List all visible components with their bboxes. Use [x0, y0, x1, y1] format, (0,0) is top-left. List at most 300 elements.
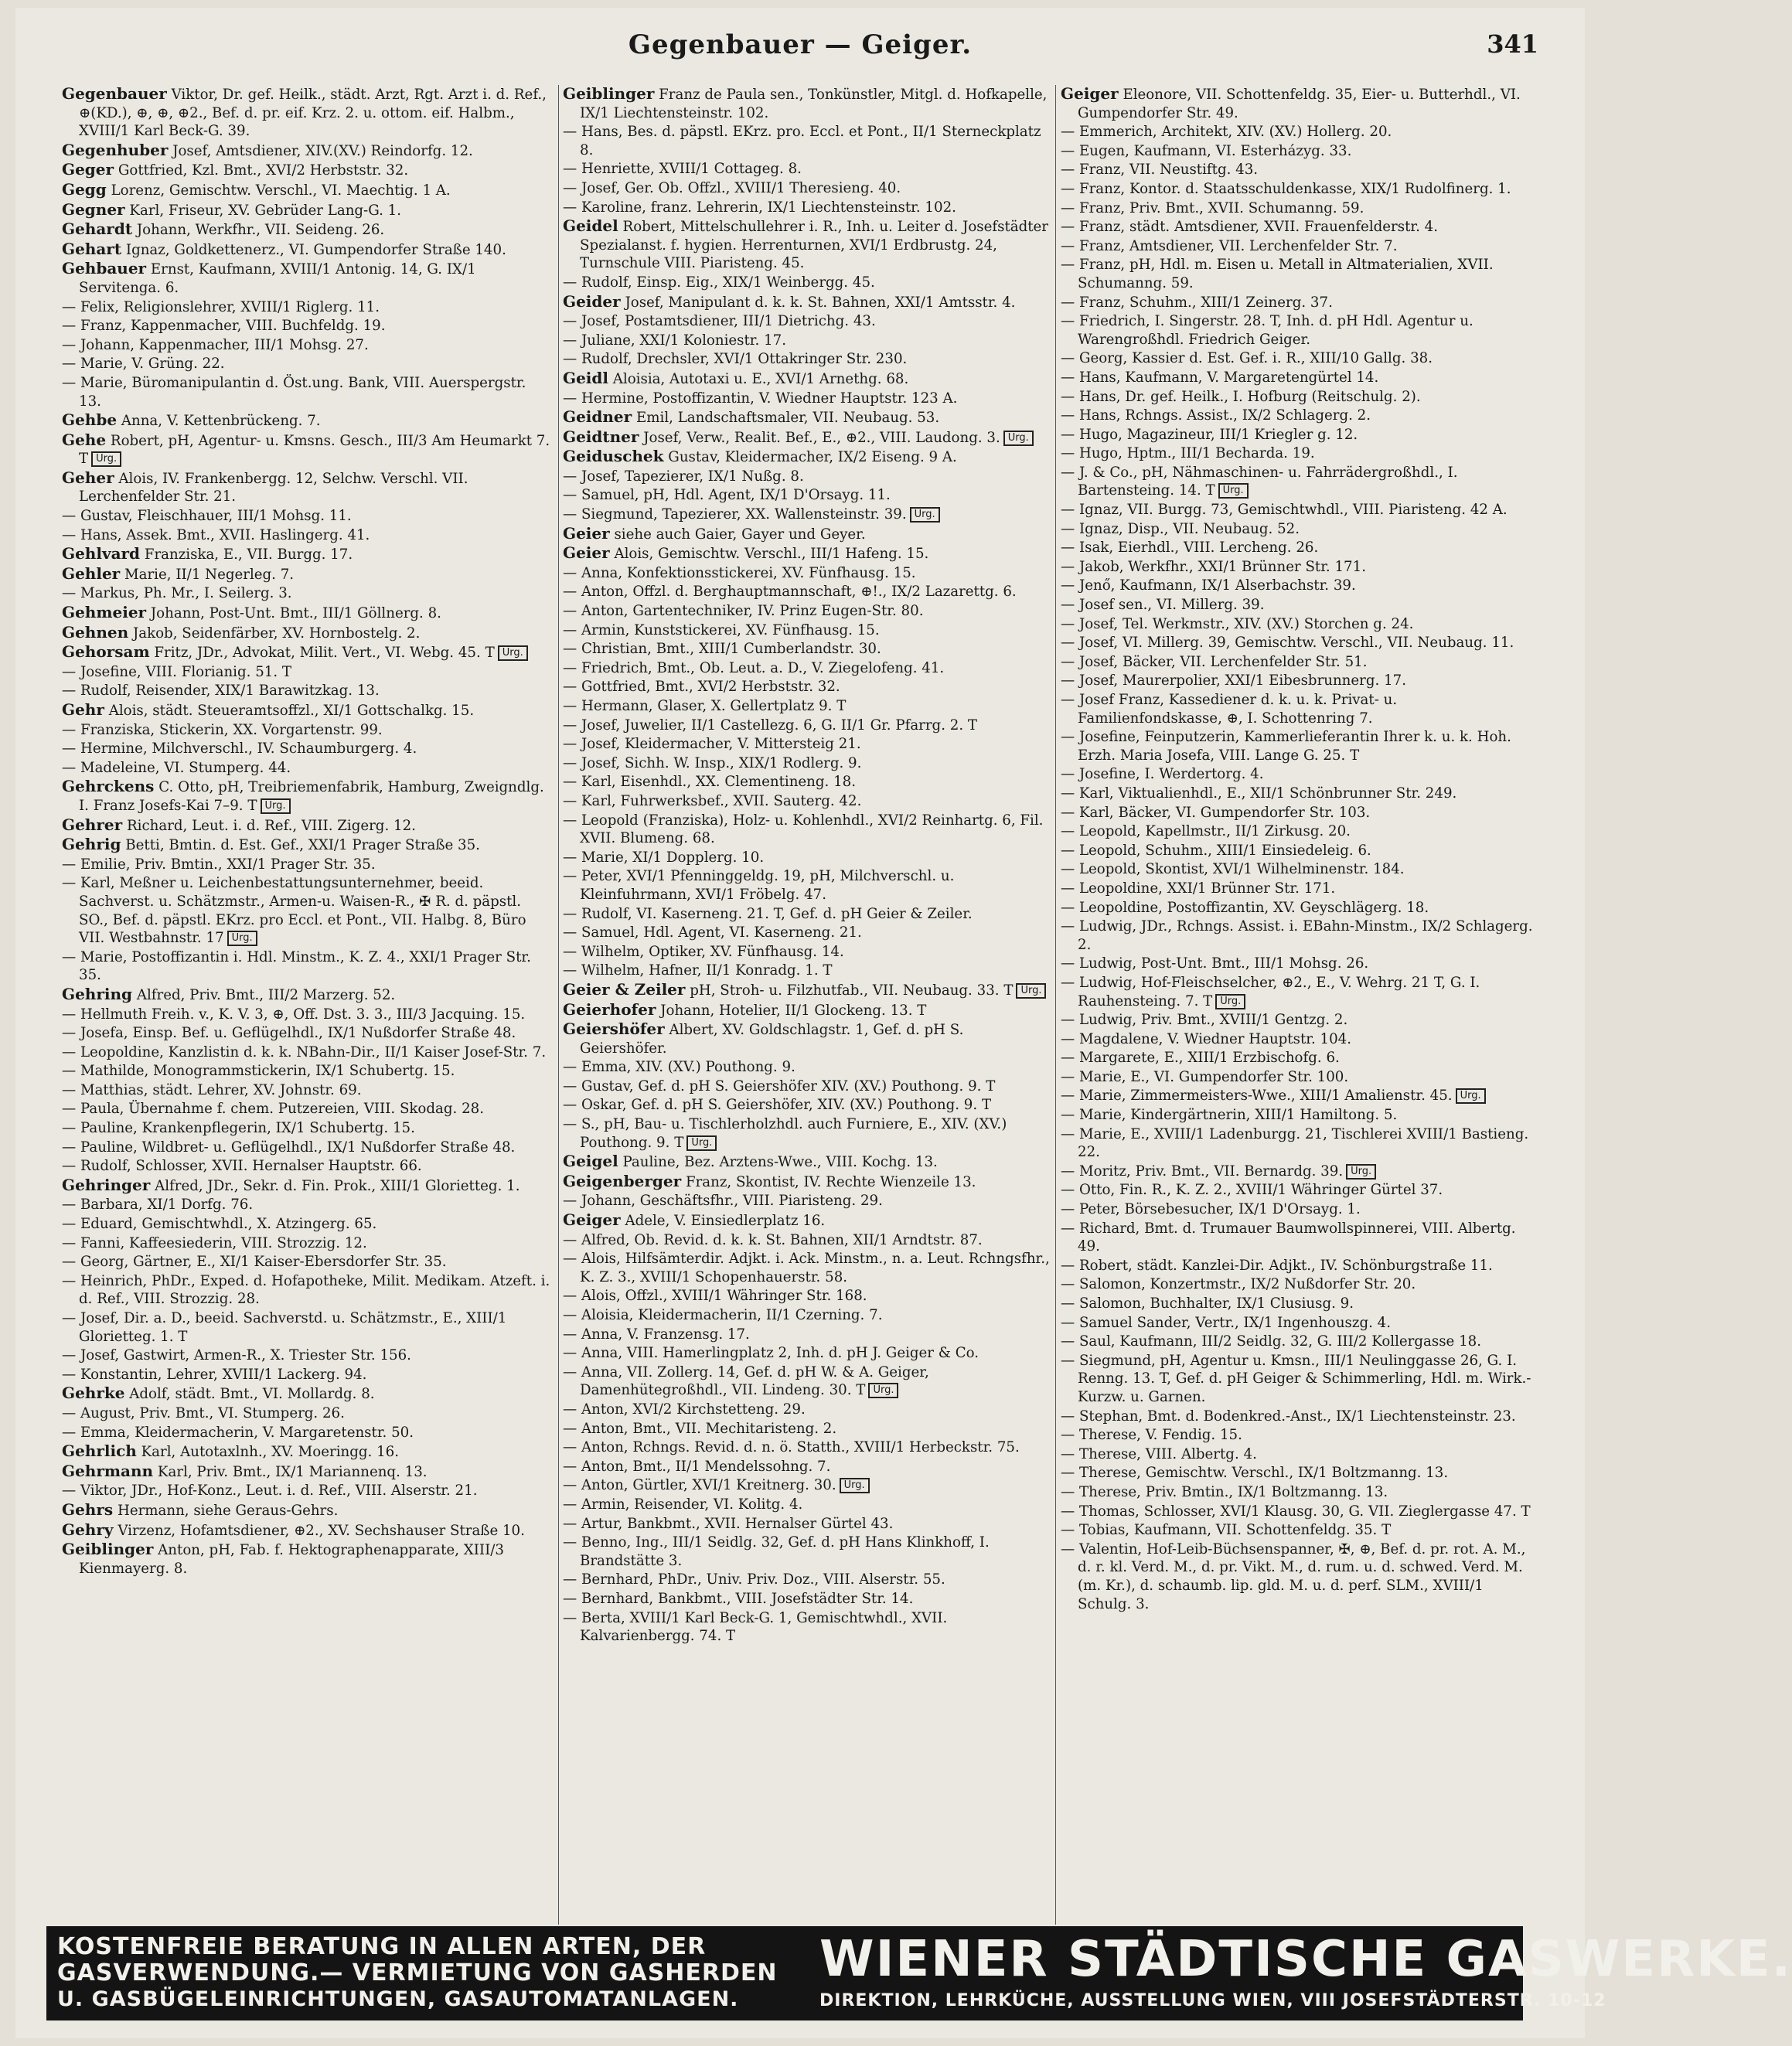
entry-details: — Thomas, Schlosser, XVI/1 Klausg. 30, G. VII. Zieglergasse 47. T: [1061, 1503, 1531, 1520]
directory-entry: [1061, 1483, 1540, 1502]
entry-details: Fritz, JDr., Advokat, Milit. Vert., VI. Webg. 45. T: [154, 645, 495, 662]
directory-entry: [62, 298, 553, 317]
directory-entry: [563, 981, 1050, 1000]
directory-entry: [563, 1401, 1050, 1419]
urgent-badge: Urg.: [868, 1383, 898, 1398]
entry-details: — Marie, XI/1 Dopplerg. 10.: [563, 849, 765, 866]
entry-details: — Leopold, Kapellmstr., II/1 Zirkusg. 20.: [1061, 823, 1351, 840]
entry-details: — Leopold (Franziska), Holz- u. Kohlenhdl., XVI/2 Reinhartg. 6, Fil. XVII. Blumeng. 68.: [563, 812, 1044, 847]
directory-entry: [62, 161, 553, 180]
directory-entry: [563, 962, 1050, 980]
entry-details: — Josef, Postamtsdiener, III/1 Dietrichg. 43.: [563, 313, 876, 330]
entry-details: — Johann, Kappenmacher, III/1 Mohsg. 27.: [62, 336, 369, 353]
directory-entry: [62, 663, 553, 682]
entry-details: — Jenő, Kaufmann, IX/1 Alserbachstr. 39.: [1061, 577, 1356, 594]
entry-details: — Franz, pH, Hdl. m. Eisen u. Metall in Altmaterialien, XVII. Schumanng. 59.: [1061, 257, 1494, 291]
directory-entry: [563, 332, 1050, 350]
entry-details: — Hans, Bes. d. päpstl. EKrz. pro. Eccl. et Pont., II/1 Sterneckplatz 8.: [563, 124, 1041, 158]
entry-details: — Anna, VII. Zollerg. 14, Gef. d. pH W. & A. Geiger, Damenhütegroßhdl., VII. Lindeng. 30. T: [563, 1363, 929, 1399]
directory-entry: [563, 1192, 1050, 1210]
directory-entry: [563, 678, 1050, 696]
directory-entry: [62, 469, 553, 506]
entry-details: — Robert, städt. Kanzlei-Dir. Adjkt., IV. Schönburgstraße 11.: [1061, 1257, 1493, 1274]
entry-details: — Therese, Priv. Bmtin., IX/1 Boltzmanng. 13.: [1061, 1483, 1388, 1500]
entry-details: — Anton, Gartentechniker, IV. Prinz Eugen-Str. 80.: [563, 603, 924, 620]
directory-entry: [62, 986, 553, 1005]
entry-details: — Therese, V. Fendig. 15.: [1061, 1427, 1242, 1444]
directory-entry: [1061, 1352, 1540, 1407]
entry-details: — Anton, Gürtler, XVI/1 Kreitnerg. 30.: [563, 1477, 836, 1494]
directory-entry: [1061, 577, 1540, 595]
directory-entry: [62, 374, 553, 410]
column-divider: [1055, 85, 1056, 1925]
entry-details: — Emilie, Priv. Bmtin., XXI/1 Prager Str. 35.: [62, 856, 376, 873]
entry-surname: Gehrer: [62, 815, 123, 834]
entry-details: — Fanni, Kaffeesiederin, VIII. Strozzig. 12.: [62, 1234, 367, 1251]
directory-entry: [1061, 1295, 1540, 1313]
directory-entry: [1061, 842, 1540, 860]
entry-details: — Hugo, Hptm., III/1 Becharda. 19.: [1061, 445, 1315, 462]
directory-entry: [563, 583, 1050, 601]
urgent-badge: Urg.: [1346, 1164, 1376, 1180]
entry-details: — Alois, Hilfsämterdir. Adjkt. i. Ack. Minstm., n. a. Leut. Rchngsfhr., K. Z. 3., XVIII/1 Schopenhauerstr. 58.: [563, 1251, 1050, 1285]
directory-entry: [62, 836, 553, 855]
directory-entry: [563, 1590, 1050, 1609]
directory-entry: [62, 545, 553, 564]
entry-details: — Franz, VII. Neustiftg. 43.: [1061, 162, 1259, 179]
entry-details: Robert, Mittelschullehrer i. R., Inh. u. Leiter d. Josefstädter Spezialanst. f. hygien. Herrenturnen, XVI/1 Erdbrustg. 24, Turnschule VIII. Piaristeng. 45.: [580, 219, 1048, 272]
directory-entry: [1061, 728, 1540, 764]
entry-details: — Karl, Eisenhdl., XX. Clementineng. 18.: [563, 774, 857, 791]
directory-entry: [1061, 917, 1540, 954]
entry-surname: Geider: [563, 291, 621, 311]
directory-entry: [1061, 520, 1540, 539]
directory-entry: [563, 659, 1050, 678]
directory-entry: [62, 1501, 553, 1520]
entry-surname: Geiduschek: [563, 447, 664, 466]
entry-details: — Benno, Ing., III/1 Seidlg. 32, Gef. d. pH Hans Klinkhoff, I. Brandstätte 3.: [563, 1534, 990, 1569]
directory-entry: [62, 1139, 553, 1157]
entry-details: Aloisia, Autotaxi u. E., XVI/1 Arnethg. 68.: [612, 370, 909, 387]
entry-surname: Gehry: [62, 1520, 114, 1539]
urgent-badge: Urg.: [227, 931, 257, 946]
directory-entry: [1061, 1540, 1540, 1613]
entry-details: — Josef, Tel. Werkmstr., XIV. (XV.) Storchen g. 24.: [1061, 615, 1414, 632]
entry-details: — Friedrich, I. Singerstr. 28. T, Inh. d. pH Hdl. Agentur u. Warengroßhdl. Friedrich Geiger.: [1061, 313, 1473, 348]
directory-entry: [1061, 218, 1540, 237]
entry-details: — Peter, Börsebesucher, IX/1 D'Orsayg. 1.: [1061, 1201, 1361, 1218]
directory-entry: [563, 390, 1050, 408]
directory-entry: [563, 369, 1050, 389]
ad-line-2: GASVERWENDUNG.— VERMIETUNG VON GASHERDEN: [57, 1959, 778, 1986]
entry-details: — Friedrich, Bmt., Ob. Leut. a. D., V. Ziegelofeng. 41.: [563, 659, 945, 676]
directory-entry: [1061, 1275, 1540, 1294]
directory-entry: [1061, 596, 1540, 614]
entry-details: Marie, II/1 Negerleg. 7.: [124, 566, 295, 583]
directory-page: [15, 8, 1792, 2038]
directory-entry: [62, 1215, 553, 1234]
entry-details: — Pauline, Krankenpflegerin, IX/1 Schubertg. 15.: [62, 1120, 415, 1137]
entry-details: — Rudolf, Schlosser, XVII. Hernalser Hauptstr. 66.: [62, 1158, 422, 1175]
entry-details: Alois, städt. Steueramtsoffzl., XI/1 Gottschalkg. 15.: [108, 703, 475, 719]
entry-details: Viktor, Dr. gef. Heilk., städt. Arzt, Rgt. Arzt i. d. Ref., ⊕(KD.), ⊕, ⊕, ⊕2., Bef. d. pr. eif. Krz. 2. u. ottom. eif. Halbm., XVIII/1 Karl Beck-G. 39.: [79, 87, 547, 140]
entry-details: — Anna, VIII. Hamerlingplatz 2, Inh. d. pH J. Geiger & Co.: [563, 1345, 979, 1362]
entry-surname: Gehlvard: [62, 544, 141, 563]
directory-entry: [1061, 880, 1540, 898]
directory-entry: [1061, 1314, 1540, 1333]
directory-entry: [62, 721, 553, 740]
entry-details: Jakob, Seidenfärber, XV. Hornbostelg. 2.: [132, 625, 421, 642]
directory-entry: [563, 1077, 1050, 1096]
entry-details: — Josef, Bäcker, VII. Lerchenfelder Str. 51.: [1061, 653, 1368, 670]
directory-entry: [62, 507, 553, 526]
entry-details: Josef, Amtsdiener, XIV.(XV.) Reindorfg. 12.: [172, 142, 473, 159]
directory-entry: [1061, 1163, 1540, 1181]
entry-details: — Josef, Sichh. W. Insp., XIX/1 Rodlerg. 9.: [563, 754, 862, 771]
directory-entry: [563, 1115, 1050, 1152]
gasworks-advertisement: [46, 1926, 1792, 2020]
entry-details: — Viktor, JDr., Hof-Konz., Leut. i. d. Ref., VIII. Alserstr. 21.: [62, 1483, 478, 1500]
directory-entry: [563, 1363, 1050, 1400]
directory-entry: [563, 943, 1050, 962]
urgent-badge: Urg.: [910, 507, 940, 523]
directory-entry: [62, 85, 553, 141]
directory-entry: [1061, 1030, 1540, 1049]
directory-entry: [1061, 1408, 1540, 1426]
entry-details: — Samuel, Hdl. Agent, VI. Kaserneng. 21.: [563, 924, 862, 941]
entry-surname: Gehrke: [62, 1384, 125, 1403]
entry-details: — Christian, Bmt., XIII/1 Cumberlandstr. 30.: [563, 641, 881, 658]
entry-details: — Magdalene, V. Wiedner Hauptstr. 104.: [1061, 1030, 1352, 1047]
directory-entry: [1061, 1426, 1540, 1445]
directory-entry: [563, 1001, 1050, 1020]
entry-surname: Gehart: [62, 239, 122, 258]
directory-entry: [1061, 388, 1540, 407]
entry-details: — Isak, Eierhdl., VIII. Lercheng. 26.: [1061, 540, 1319, 557]
directory-entry: [62, 1006, 553, 1024]
entry-surname: Gehnen: [62, 622, 129, 642]
entry-details: Josef, Verw., Realit. Bef., E., ⊕2., VIII. Laudong. 3.: [643, 429, 1000, 446]
directory-entry: [563, 160, 1050, 179]
entry-details: — Berta, XVIII/1 Karl Beck-G. 1, Gemischtwhdl., XVII. Kalvarienbergg. 74. T: [563, 1609, 948, 1645]
directory-entry: [1061, 1333, 1540, 1351]
directory-entry: [1061, 199, 1540, 218]
directory-entry: [563, 448, 1050, 467]
directory-entry: [1061, 1257, 1540, 1275]
entry-details: — Felix, Religionslehrer, XVIII/1 Riglerg. 11.: [62, 298, 380, 315]
urgent-badge: Urg.: [686, 1135, 717, 1151]
entry-surname: Geidner: [563, 407, 632, 427]
entry-details: — Marie, E., VI. Gumpendorfer Str. 100.: [1061, 1068, 1349, 1085]
directory-entry: [62, 624, 553, 643]
directory-entry: [62, 565, 553, 584]
directory-entry: [62, 411, 553, 431]
directory-entry: [563, 602, 1050, 621]
directory-entry: [1061, 1181, 1540, 1200]
entry-details: — Anton, Bmt., VII. Mechitaristeng. 2.: [563, 1420, 837, 1437]
directory-entry: [62, 1424, 553, 1442]
directory-entry: [563, 1571, 1050, 1589]
directory-entry: [1061, 464, 1540, 500]
entry-details: pH, Stroh- u. Filzhutfab., VII. Neubaug. 33. T: [690, 982, 1014, 999]
entry-details: — Ludwig, Post-Unt. Bmt., III/1 Mohsg. 26.: [1061, 955, 1369, 972]
entry-details: — Franz, Amtsdiener, VII. Lerchenfelder Str. 7.: [1061, 237, 1398, 254]
entry-details: Alois, Gemischtw. Verschl., III/1 Hafeng. 15.: [614, 546, 929, 563]
page-number: 341: [1487, 29, 1538, 59]
entry-details: — Josef, Kleidermacher, V. Mittersteig 21.: [563, 736, 861, 753]
entry-details: — Jakob, Werkfhr., XXI/1 Brünner Str. 171.: [1061, 558, 1366, 575]
entry-details: Emil, Landschaftsmaler, VII. Neubaug. 53.: [636, 410, 940, 427]
entry-surname: Geigel: [563, 1152, 618, 1171]
entry-details: — Paula, Übernahme f. chem. Putzereien, VIII. Skodag. 28.: [62, 1101, 484, 1118]
directory-entry: [563, 773, 1050, 792]
directory-entry: [62, 431, 553, 468]
entry-details: Alfred, Priv. Bmt., III/2 Marzerg. 52.: [136, 986, 396, 1003]
directory-entry: [62, 1253, 553, 1272]
directory-entry: [62, 584, 553, 603]
entry-details: — Leopold, Skontist, XVI/1 Wilhelminenstr. 184.: [1061, 861, 1405, 878]
directory-entry: [1061, 1200, 1540, 1219]
entry-surname: Gehorsam: [62, 642, 150, 662]
entry-details: — S., pH, Bau- u. Tischlerholzhdl. auch Furniere, E., XIV. (XV.) Pouthong. 9. T: [563, 1116, 1007, 1151]
entry-details: — Leopoldine, XXI/1 Brünner Str. 171.: [1061, 880, 1336, 897]
directory-entry: [62, 240, 553, 260]
directory-entry: [62, 1196, 553, 1214]
entry-details: — Karl, Meßner u. Leichenbestattungsunternehmer, beeid. Sachverst. u. Schätzmstr., Armen-u. Waisen-R., ✠ R. d. päpstl. SO., Bef. d. päpstl. EKrz. pro Eccl. et Pont., VII. Halbg. 8, Büro VII. Westbahnstr. 17: [62, 875, 526, 947]
entry-details: — Therese, Gemischtw. Verschl., IX/1 Boltzmanng. 13.: [1061, 1465, 1449, 1482]
directory-entry: [1061, 161, 1540, 179]
urgent-badge: Urg.: [261, 798, 291, 814]
directory-entry: [1061, 444, 1540, 463]
entry-details: — Juliane, XXI/1 Koloniestr. 17.: [563, 332, 786, 349]
directory-entry: [62, 260, 553, 297]
entry-details: Karl, Autotaxlnh., XV. Moeringg. 16.: [141, 1444, 399, 1461]
entry-surname: Gehring: [62, 984, 133, 1003]
directory-entry: [1061, 180, 1540, 199]
column-3: [1061, 85, 1540, 1925]
entry-details: — Hermann, Glaser, X. Gellertplatz 9. T: [563, 698, 847, 714]
entry-details: — Aloisia, Kleidermacherin, II/1 Czerning. 7.: [563, 1307, 883, 1323]
directory-entry: [1061, 974, 1540, 1010]
entry-surname: Geiblinger: [62, 1540, 154, 1559]
entry-details: — Eugen, Kaufmann, VI. Esterházyg. 33.: [1061, 142, 1352, 159]
directory-entry: [563, 408, 1050, 427]
directory-entry: [1061, 369, 1540, 387]
entry-details: — Josef, Juwelier, II/1 Castellezg. 6, G. II/1 Gr. Pfarrg. 2. T: [563, 717, 978, 734]
entry-details: Anna, V. Kettenbrückeng. 7.: [121, 413, 321, 430]
entry-details: — Mathilde, Monogrammstickerin, IX/1 Schubertg. 15.: [62, 1063, 455, 1080]
entry-details: — Anna, Konfektionsstickerei, XV. Fünfhausg. 15.: [563, 564, 916, 581]
directory-entry: [62, 1081, 553, 1100]
entry-details: — Samuel Sander, Vertr., IX/1 Ingenhouszg. 4.: [1061, 1314, 1392, 1331]
directory-entry: [62, 355, 553, 373]
entry-details: — Salomon, Buchhalter, IX/1 Clusiusg. 9.: [1061, 1295, 1354, 1312]
entry-details: — Ludwig, Priv. Bmt., XVIII/1 Gentzg. 2.: [1061, 1012, 1348, 1029]
entry-details: Gustav, Kleidermacher, IX/2 Eiseng. 9 A.: [668, 449, 957, 466]
entry-surname: Gehrs: [62, 1500, 114, 1519]
directory-entry: [563, 1096, 1050, 1115]
directory-entry: [62, 1100, 553, 1118]
column-1: [62, 85, 553, 1925]
directory-entry: [563, 544, 1050, 563]
entry-details: — Franz, Schuhm., XIII/1 Zeinerg. 37.: [1061, 294, 1333, 311]
directory-entry: [1061, 1521, 1540, 1540]
directory-entry: [62, 317, 553, 335]
entry-details: — August, Priv. Bmt., VI. Stumperg. 26.: [62, 1404, 345, 1421]
entry-details: Josef, Manipulant d. k. k. St. Bahnen, XXI/1 Amtsstr. 4.: [625, 294, 1016, 311]
directory-entry: [563, 1306, 1050, 1325]
entry-details: — Hermine, Postoffizantin, V. Wiedner Hauptstr. 123 A.: [563, 390, 958, 407]
entry-surname: Gehbauer: [62, 259, 147, 278]
entry-details: — Josef Franz, Kassediener d. k. u. k. Privat- u. Familienfondskasse, ⊕, I. Schottenring 7.: [1061, 692, 1398, 727]
directory-entry: [1061, 1125, 1540, 1162]
entry-details: — Josefa, Einsp. Bef. u. Geflügelhdl., IX/1 Nußdorfer Straße 48.: [62, 1025, 516, 1042]
directory-entry: [563, 428, 1050, 448]
page-header: [15, 29, 1585, 76]
directory-entry: [1061, 256, 1540, 292]
entry-details: — Hans, Dr. gef. Heilk., I. Hofburg (Reitschulg. 2).: [1061, 388, 1421, 405]
ad-services-text: [57, 1934, 823, 2013]
directory-entry: [62, 856, 553, 874]
directory-entry: [1061, 691, 1540, 727]
entry-details: — Franz, Kappenmacher, VIII. Buchfeldg. 19.: [62, 318, 386, 335]
directory-entry: [563, 924, 1050, 942]
entry-details: Albert, XV. Goldschlagstr. 1, Gef. d. pH S. Geiershöfer.: [580, 1022, 964, 1057]
directory-entry: [1061, 765, 1540, 784]
entry-details: — Emma, Kleidermacherin, V. Margaretenstr. 50.: [62, 1424, 414, 1441]
directory-entry: [62, 1404, 553, 1423]
entry-details: Robert, pH, Agentur- u. Kmsns. Gesch., III/3 Am Heumarkt 7. T: [79, 432, 550, 468]
directory-entry: [1061, 1464, 1540, 1483]
urgent-badge: Urg.: [91, 451, 121, 467]
entry-details: — Moritz, Priv. Bmt., VII. Bernardg. 39.: [1061, 1163, 1344, 1180]
entry-details: — Pauline, Wildbret- u. Geflügelhdl., IX/1 Nußdorfer Straße 48.: [62, 1139, 516, 1156]
urgent-badge: Urg.: [840, 1478, 870, 1493]
directory-entry: [563, 525, 1050, 544]
page-title: Gegenbauer — Geiger.: [628, 29, 973, 60]
entry-details: — Josefine, VIII. Florianig. 51. T: [62, 663, 292, 680]
directory-entry: [1061, 955, 1540, 973]
entry-details: — Rudolf, Drechsler, XVI/1 Ottakringer Str. 230.: [563, 351, 908, 368]
directory-entry: [563, 350, 1050, 369]
directory-entry: [1061, 860, 1540, 879]
directory-entry: [563, 1020, 1050, 1057]
entry-details: Karl, Priv. Bmt., IX/1 Mariannenq. 13.: [157, 1463, 428, 1480]
entry-details: — Bernhard, PhDr., Univ. Priv. Doz., VIII. Alserstr. 55.: [563, 1571, 945, 1588]
entry-details: — Matthias, städt. Lehrer, XV. Johnstr. 69.: [62, 1081, 362, 1098]
entry-surname: Geiershöfer: [563, 1020, 665, 1039]
entry-details: — Alois, Offzl., XVIII/1 Währinger Str. 168.: [563, 1288, 867, 1305]
directory-entry: [1061, 407, 1540, 425]
directory-entry: [1061, 822, 1540, 841]
directory-entry: [62, 1482, 553, 1500]
directory-entry: [1061, 1445, 1540, 1464]
entry-details: — Heinrich, PhDr., Exped. d. Hofapotheke, Milit. Medikam. Atzeft. i. d. Ref., VIII. Strozzig. 28.: [62, 1272, 550, 1308]
directory-entry: [62, 201, 553, 220]
directory-entry: [62, 1062, 553, 1081]
entry-surname: Geier: [563, 543, 610, 563]
entry-details: — Ludwig, Hof-Fleischselcher, ⊕2., E., V. Wehrg. 21 T, G. I. Rauhensteing. 7. T: [1061, 974, 1480, 1009]
entry-details: — Gottfried, Bmt., XVI/2 Herbststr. 32.: [563, 679, 840, 696]
entry-details: Eleonore, VII. Schottenfeldg. 35, Eier- u. Butterhdl., VI. Gumpendorfer Str. 49.: [1078, 87, 1521, 121]
entry-surname: Geidel: [563, 216, 618, 236]
entry-details: — Josef, Gastwirt, Armen-R., X. Triester Str. 156.: [62, 1347, 411, 1364]
directory-entry: [563, 1287, 1050, 1306]
directory-entry: [62, 948, 553, 985]
directory-entry: [563, 1231, 1050, 1250]
entry-details: — Artur, Bankbmt., XVII. Hernalser Gürtel 43.: [563, 1515, 894, 1532]
entry-details: — Bernhard, Bankbmt., VIII. Josefstädter Str. 14.: [563, 1590, 914, 1607]
directory-entry: [62, 1346, 553, 1365]
entry-details: — Anna, V. Franzensg. 17.: [563, 1326, 750, 1343]
urgent-badge: Urg.: [498, 645, 528, 661]
entry-details: — Samuel, pH, Hdl. Agent, IX/1 D'Orsayg. 11.: [563, 487, 891, 504]
directory-entry: [62, 759, 553, 778]
entry-details: Anton, pH, Fab. f. Hektographenapparate, XIII/3 Kienmayerg. 8.: [79, 1542, 504, 1577]
directory-entry: [1061, 349, 1540, 368]
entry-details: Hermann, siehe Geraus-Gehrs.: [117, 1502, 339, 1519]
directory-entry: [1061, 1503, 1540, 1521]
entry-surname: Gehardt: [62, 220, 133, 239]
entry-details: — Ignaz, Disp., VII. Neubaug. 52.: [1061, 520, 1300, 537]
directory-entry: [1061, 1087, 1540, 1105]
entry-details: — Tobias, Kaufmann, VII. Schottenfeldg. 35. T: [1061, 1522, 1392, 1539]
directory-entry: [563, 1609, 1050, 1646]
entry-details: Franz, Skontist, IV. Rechte Wienzeile 13.: [685, 1173, 976, 1190]
entry-surname: Gehr: [62, 700, 104, 719]
directory-entry: [563, 1344, 1050, 1363]
directory-entry: [62, 740, 553, 758]
directory-entry: [62, 1540, 553, 1578]
entry-details: — Margarete, E., XIII/1 Erzbischofg. 6.: [1061, 1050, 1340, 1067]
entry-details: — Josef sen., VI. Millerg. 39.: [1061, 597, 1265, 614]
entry-surname: Gehbe: [62, 410, 118, 430]
directory-entry: [1061, 237, 1540, 256]
directory-entry: [62, 701, 553, 720]
entry-details: — Hans, Kaufmann, V. Margaretengürtel 14.: [1061, 369, 1379, 386]
entry-details: — Rudolf, VI. Kaserneng. 21. T, Gef. d. pH Geier & Zeiler.: [563, 905, 973, 922]
directory-entry: [62, 1442, 553, 1462]
directory-entry: [1061, 142, 1540, 161]
entry-details: — Wilhelm, Hafner, II/1 Konradg. 1. T: [563, 962, 833, 979]
directory-entry: [1061, 1068, 1540, 1087]
directory-entry: [563, 697, 1050, 716]
directory-entry: [62, 816, 553, 836]
entry-details: Johann, Hotelier, II/1 Glockeng. 13. T: [660, 1002, 927, 1019]
entry-surname: Geier: [563, 523, 610, 543]
entry-surname: Geiger: [1061, 84, 1119, 103]
directory-entry: [1061, 501, 1540, 519]
entry-details: — Georg, Kassier d. Est. Gef. i. R., XIII/10 Gallg. 38.: [1061, 350, 1433, 367]
entry-details: — Barbara, XI/1 Dorfg. 76.: [62, 1197, 254, 1214]
ad-line-3: U. GASBÜGELEINRICHTUNGEN, GASAUTOMATANLAGEN.: [57, 1987, 739, 2011]
directory-entry: [62, 1366, 553, 1384]
entry-details: — J. & Co., pH, Nähmaschinen- u. Fahrrädergroßhdl., I. Bartensteing. 14. T: [1061, 464, 1458, 499]
directory-entry: [563, 717, 1050, 735]
entry-details: — Oskar, Gef. d. pH S. Geiershöfer, XIV. (XV.) Pouthong. 9. T: [563, 1097, 992, 1114]
entry-details: Alfred, JDr., Sekr. d. Fin. Prok., XIII/1 Glorietteg. 1.: [155, 1177, 520, 1194]
entry-details: — Leopoldine, Kanzlistin d. k. k. NBahn-Dir., II/1 Kaiser Josef-Str. 7.: [62, 1043, 547, 1060]
entry-details: — Johann, Geschäftsfhr., VIII. Piaristeng. 29.: [563, 1193, 883, 1210]
entry-details: — Peter, XVI/1 Pfenninggeldg. 19, pH, Milchverschl. u. Kleinfuhrmann, XVI/1 Fröbelg. 47.: [563, 868, 955, 903]
entry-details: — Siegmund, Tapezierer, XX. Wallensteinstr. 39.: [563, 506, 907, 523]
directory-entry: [563, 1458, 1050, 1476]
entry-details: — Josefine, Feinputzerin, Kammerlieferantin Ihrer k. u. k. Hoh. Erzh. Maria Josefa, VIII. Lange G. 25. T: [1061, 729, 1511, 764]
ad-address: DIREKTION, LEHRKÜCHE, AUSSTELLUNG WIEN, VIII JOSEFSTÄDTERSTR. 10-12: [819, 1991, 1606, 2010]
entry-details: — Emmerich, Architekt, XIV. (XV.) Hollerg. 20.: [1061, 124, 1392, 141]
entry-details: — Richard, Bmt. d. Trumauer Baumwollspinnerei, VIII. Albertg. 49.: [1061, 1220, 1516, 1255]
entry-details: Franziska, E., VII. Burgg. 17.: [144, 546, 353, 563]
